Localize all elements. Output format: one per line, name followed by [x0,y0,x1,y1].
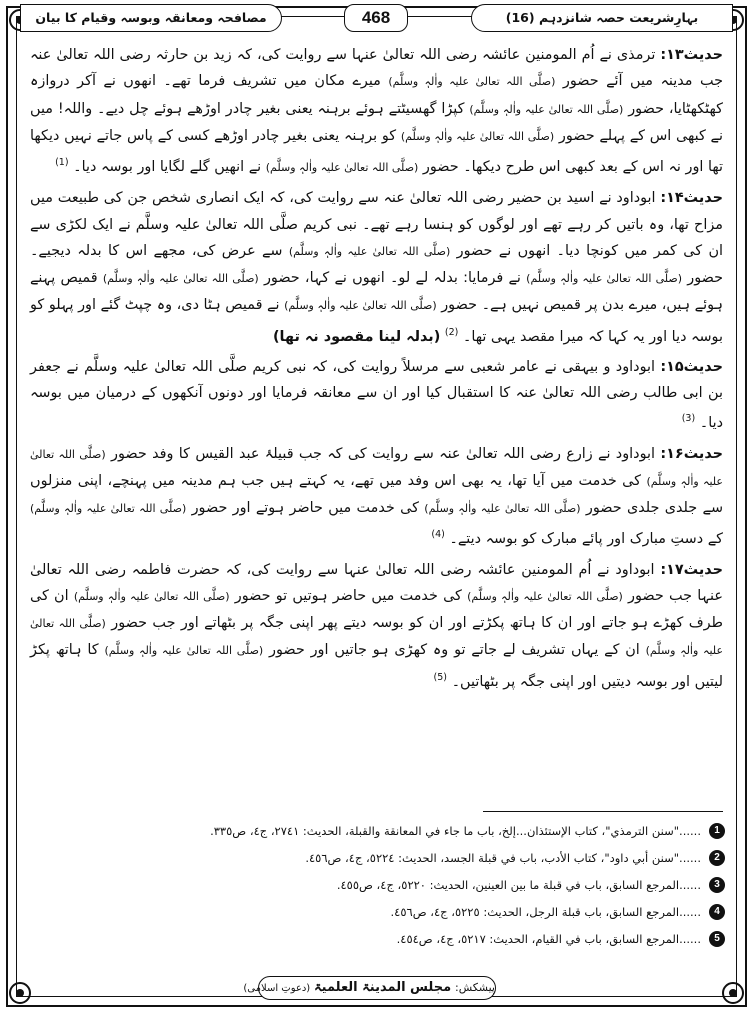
footer-prefix: پیشکش: [455,981,495,994]
footnote-text: ......"سنن أبي داود"، كتاب الأدب، باب في قبلة الجسد، الحديث: ٥٢٢٤، ج٤، ص٤٥٦. [305,851,701,865]
publisher-name: مجلس المدینۃ العلمیۃ [314,980,452,995]
footnote-item [40,818,725,845]
footnote-number: 3 [709,877,725,893]
hadith-note: (بدلہ لینا مقصود نہ تھا) [272,328,441,345]
salutation: (صلَّی اللہ تعالیٰ علیہ واٰلہٖ وسلَّم) [30,502,187,516]
hadith-14 [30,185,723,350]
footnote-ref[interactable]: (5) [433,671,448,683]
hadith-text: قمیص پہنے ہوئے ہیں، میرے بدن پر قمیص نہیں ہے۔ حضور [30,270,723,314]
footnote-text: ......المرجع السابق، باب في قبلة ما بين العينين، الحديث: ٥٢٢٠، ج٤، ص٤٥٥. [336,878,701,892]
page-header [20,4,733,34]
salutation: (صلَّی اللہ تعالیٰ علیہ واٰلہٖ وسلَّم) [104,644,264,658]
publisher-org: (دعوتِ اسلامی) [243,983,311,994]
hadith-text: ابوداود نے اسید بن حضیر رضی اللہ تعالیٰ عنہ سے روایت کی، کہ ایک انصاری شخص جن کی طبیعت میں مزاح تھا، وہ باتیں کر رہے تھے اور لوگوں کو ہنسا رہے تھے۔ نبی کریم صلَّی اللہ تعالیٰ علیہ وسلَّم نے ایک لکڑی سے ان کی کمر میں کونچا دیا۔ انھوں نے حضور [30,190,724,259]
hadith-heading: حدیث۱۳: [660,47,723,63]
hadith-text: ان کے یہاں تشریف لے جاتے تو وہ کھڑی ہو جاتیں اور حضور [269,642,640,659]
hadith-text: ابوداود نے زارع رضی اللہ تعالیٰ عنہ سے روایت کی کہ جب قبیلۂ عبد القیس کا وفد حضور [111,445,656,462]
footnote-item [40,845,725,872]
footnote-item [40,899,725,926]
footnote-number: 4 [709,904,725,920]
chapter-title: مصافحہ ومعانقہ وبوسہ وقیام کا بیان [20,4,282,32]
salutation: (صلَّی اللہ تعالیٰ علیہ واٰلہٖ وسلَّم) [102,272,259,286]
hadith-17 [30,557,723,695]
hadith-text: ترمذی نے اُم المومنین عائشہ رضی اللہ تعالیٰ عنہا سے روایت کی، کہ زید بن حارثہ رضی اللہ تعالیٰ عنہ جب مدینہ میں آئے حضور [30,47,724,90]
hadith-heading: حدیث۱۶: [660,445,724,462]
footnote-ref[interactable]: (3) [681,413,696,425]
footnote-number: 1 [709,823,725,839]
hadith-13 [30,42,723,181]
footnote-text: ......المرجع السابق، باب قبلة الرجل، الحديث: ٥٢٢٥، ج٤، ص٤٥٦. [390,905,701,919]
footnote-ref[interactable]: (2) [444,326,459,338]
hadith-text: کی خدمت میں حاضر ہوتے اور حضور [191,500,419,517]
hadith-15 [30,354,723,437]
salutation: (صلَّی اللہ تعالیٰ علیہ واٰلہٖ وسلَّم) [424,502,581,516]
salutation: (صلَّی اللہ تعالیٰ علیہ واٰلہٖ وسلَّم) [30,447,723,488]
hadith-text: نے انھیں گلے لگایا اور بوسہ دیا۔ [73,158,262,175]
hadith-text: نے فرمایا: بدلہ لے لو۔ انھوں نے کہا، حضور [263,270,521,287]
footnote-number: 5 [709,931,725,947]
hadith-heading: حدیث۱۷: [660,561,723,578]
hadith-16 [30,441,723,553]
salutation: (صلَّی اللہ تعالیٰ علیہ واٰلہٖ وسلَّم) [526,272,683,286]
main-text [30,42,723,807]
footnote-number: 2 [709,850,725,866]
page-number: 468 [344,4,408,32]
salutation: (صلَّی اللہ تعالیٰ علیہ واٰلہٖ وسلَّم) [284,299,437,313]
publisher-footer [243,976,496,1000]
footnote-ref[interactable]: (4) [431,529,445,541]
salutation: (صلَّی اللہ تعالیٰ علیہ واٰلہٖ وسلَّم) [388,75,556,89]
hadith-text: نے قمیص ہٹا دی، وہ چپٹ گئے اور پہلو کو بوسہ دیا اور یہ کہا کہ میرا مقصد یہی تھا۔ [30,297,723,345]
hadith-heading: حدیث۱۴: [660,190,723,207]
book-title: بہارِشریعت حصہ شانزدہم (16) [471,4,733,32]
hadith-text: سے عرض کی، مجھے اس کا بدلہ دیجیے۔ حضور [30,242,724,287]
footnotes [40,818,725,968]
salutation: (صلَّی اللہ تعالیٰ علیہ واٰلہٖ وسلَّم) [400,129,555,143]
salutation: (صلَّی اللہ تعالیٰ علیہ واٰلہٖ وسلَّم) [73,589,230,603]
footnote-divider [483,811,723,812]
footnote-item [40,926,725,953]
salutation: (صلَّی اللہ تعالیٰ علیہ واٰلہٖ وسلَّم) [30,617,724,658]
hadith-text: کپڑا گھسیٹتے ہوئے برہنہ یعنی بغیر چادر اوڑھے ہوئے چل دیے۔ واللہ! میں نے کبھی اس کے پہلے حضور [30,100,723,144]
salutation: (صلَّی اللہ تعالیٰ علیہ واٰلہٖ وسلَّم) [469,102,624,116]
hadith-text: کی خدمت میں آیا تھا، یہ بھی اس وفد میں تھے، یہ کہتے ہیں جب ہم مدینہ میں پہنچے، اپنی منزلوں سے جلدی جلدی حضور [30,472,724,517]
hadith-text: میرے مکان میں تشریف فرما تھے۔ انھوں نے آکر دروازہ کھٹکھٹایا، حضور [30,73,724,117]
footnote-text: ......المرجع السابق، باب في القيام، الحديث: ٥٢١٧، ج٤، ص٤٥٤. [396,932,701,946]
salutation: (صلَّی اللہ تعالیٰ علیہ واٰلہٖ وسلَّم) [288,244,451,258]
hadith-text: ابوداود نے اُم المومنین عائشہ رضی اللہ تعالیٰ عنہا سے روایت کی، کہ حضرت فاطمہ رضی اللہ تعالیٰ عنہا جب حضور [30,561,723,604]
salutation: (صلَّی اللہ تعالیٰ علیہ واٰلہٖ وسلَّم) [265,160,419,174]
hadith-text: کی خدمت میں حاضر ہوتیں تو حضور [234,587,462,604]
footnote-item [40,872,725,899]
hadith-text: کے دستِ مبارک اور پائے مبارک کو بوسہ دیتے۔ [449,531,723,548]
footnote-ref[interactable]: (1) [55,157,69,169]
salutation: (صلَّی اللہ تعالیٰ علیہ واٰلہٖ وسلَّم) [467,589,623,603]
hadith-text: ابوداود و بیہقی نے عامر شعبی سے مرسلاً روایت کی، کہ نبی کریم صلَّی اللہ تعالیٰ علیہ وسلَّم نے جعفر بن ابی طالب رضی اللہ تعالیٰ عنہ کا استقبال کیا اور ان سے معانقہ فرمایا اور دونوں آنکھوں کے درمیان میں بوسہ دیا۔ [30,358,723,432]
hadith-text: کا ہاتھ پکڑ لیتیں اور بوسہ دیتیں اور اپنی جگہ پر بٹھاتیں۔ [30,642,723,690]
hadith-text: کو برہنہ یعنی بغیر چادر اوڑھے کسی کے پاس جاتے نہیں دیکھا تھا اور نہ اس کے بعد کبھی اس طرح دیکھا۔ حضور [30,127,723,175]
footnote-text: ......"سنن الترمذي"، كتاب الإستئذان...إلخ، باب ما جاء في المعانقة والقبلة، الحديث: ٢٧٤١، ج٤، ص٣٣٥. [210,824,701,838]
hadith-heading: حدیث۱۵: [660,358,723,375]
hadith-text: ان کی طرف کھڑے ہو جاتے اور ان کا ہاتھ پکڑتے اور ان کو بوسہ دیتے پھر اپنی جگہ پر بٹھاتے اور جب حضور [30,587,724,632]
